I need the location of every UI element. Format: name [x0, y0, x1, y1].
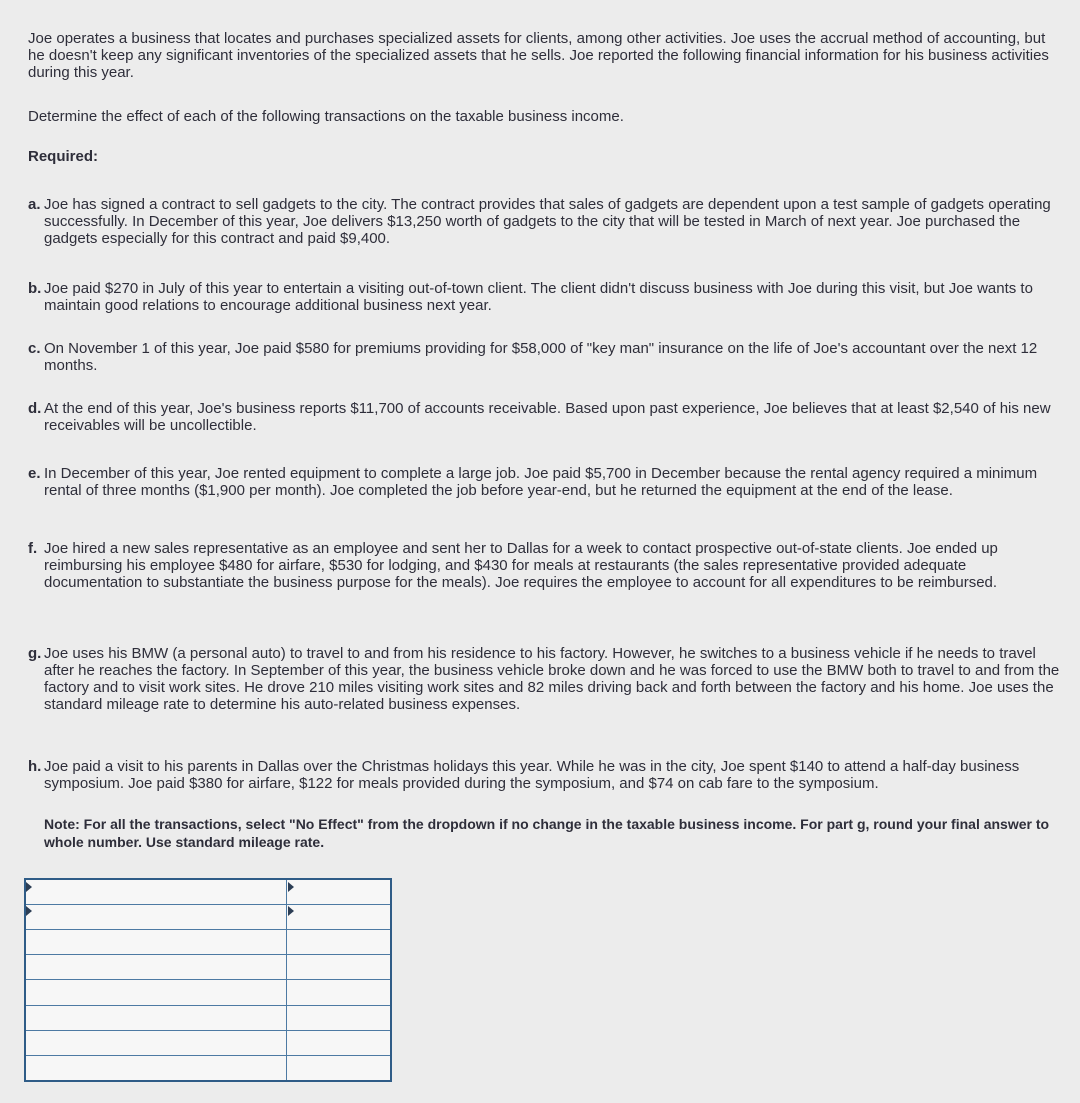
- amount-input[interactable]: [286, 905, 391, 930]
- required-label: Required:: [28, 148, 99, 165]
- item-text: In December of this year, Joe rented equipment to complete a large job. Joe paid $5,700 in December because the rental agency required a minimum rental of three months ($1,900 per month). Joe completed the job before year-end, but he returned the equipment at the end of the lease.: [44, 465, 1038, 499]
- table-row: [25, 980, 391, 1005]
- item-letter: b.: [28, 280, 42, 297]
- amount-input[interactable]: [286, 930, 391, 955]
- item-text: Joe paid a visit to his parents in Dallas over the Christmas holidays this year. While he was in the city, Joe spent $140 to attend a half-day business symposium. Joe paid $380 for airfare, $122 for meals provided during the symposium, and $74 on cab fare to the symposium.: [44, 758, 1020, 792]
- dropdown-caret-icon: [26, 882, 32, 892]
- effect-dropdown[interactable]: [25, 980, 286, 1005]
- item-text: At the end of this year, Joe's business reports $11,700 of accounts receivable. Based upon past experience, Joe believes that at least $2,540 of his new receivables will be uncollectible.: [44, 400, 1051, 434]
- amount-input[interactable]: [286, 1005, 391, 1030]
- table-row: [25, 879, 391, 905]
- item-letter: e.: [28, 465, 41, 482]
- effect-dropdown[interactable]: [25, 905, 286, 930]
- item-f: [28, 540, 1063, 591]
- table-row: [25, 1005, 391, 1030]
- dropdown-caret-icon: [288, 882, 294, 892]
- amount-input[interactable]: [286, 1030, 391, 1055]
- item-text: Joe uses his BMW (a personal auto) to travel to and from his residence to his factory. However, he switches to a business vehicle if he needs to travel after he reaches the factory. In September of this year, the business vehicle broke down and he was forced to use the BMW both to travel to and from the factory and to visit work sites. He drove 210 miles visiting work sites and 82 miles driving back and forth between the factory and his home. Joe uses the standard mileage rate to determine his auto-related business expenses.: [44, 645, 1060, 713]
- item-letter: g.: [28, 645, 42, 662]
- item-letter: a.: [28, 196, 41, 213]
- effect-dropdown[interactable]: [25, 1055, 286, 1081]
- item-d: [28, 400, 1063, 434]
- effect-dropdown[interactable]: [25, 955, 286, 980]
- item-a: [28, 196, 1063, 247]
- amount-input[interactable]: [286, 1055, 391, 1081]
- item-letter: h.: [28, 758, 42, 775]
- item-letter: d.: [28, 400, 42, 417]
- effect-dropdown[interactable]: [25, 879, 286, 905]
- effect-dropdown[interactable]: [25, 1005, 286, 1030]
- note-text: Note: For all the transactions, select "No Effect" from the dropdown if no change in the taxable business income. For part g, round your final answer to whole number. Use standard mileage rate.: [44, 816, 1050, 850]
- effect-dropdown[interactable]: [25, 930, 286, 955]
- amount-input[interactable]: [286, 980, 391, 1005]
- table-row: [25, 1030, 391, 1055]
- table-row: [25, 1055, 391, 1081]
- item-b: [28, 280, 1063, 314]
- item-c: [28, 340, 1063, 374]
- item-text: Joe has signed a contract to sell gadgets to the city. The contract provides that sales of gadgets are dependent upon a test sample of gadgets operating successfully. In December of this year, Joe delivers $13,250 worth of gadgets to the city that will be tested in March of next year. Joe purchased the gadgets especially for this contract and paid $9,400.: [44, 196, 1051, 247]
- item-text: On November 1 of this year, Joe paid $580 for premiums providing for $58,000 of "key man" insurance on the life of Joe's accountant over the next 12 months.: [44, 340, 1038, 374]
- item-g: [28, 645, 1063, 713]
- item-e: [28, 465, 1063, 499]
- amount-input[interactable]: [286, 955, 391, 980]
- item-text: Joe paid $270 in July of this year to entertain a visiting out-of-town client. The client didn't discuss business with Joe during this visit, but Joe wants to maintain good relations to encourage additional business next year.: [44, 280, 1033, 314]
- item-letter: f.: [28, 540, 38, 557]
- item-text: Joe hired a new sales representative as an employee and sent her to Dallas for a week to contact prospective out-of-state clients. Joe ended up reimbursing his employee $480 for airfare, $530 for lodging, and $430 for meals at restaurants (the sales representative provided adequate documentation to substantiate the business purpose for the meals). Joe requires the employee to account for all expenditures to be reimbursed.: [44, 540, 998, 591]
- amount-input[interactable]: [286, 879, 391, 905]
- item-h: [28, 758, 1063, 792]
- instruction-text: Determine the effect of each of the following transactions on the taxable business income.: [28, 108, 624, 125]
- effect-dropdown[interactable]: [25, 1030, 286, 1055]
- answer-table: [24, 878, 392, 1082]
- dropdown-caret-icon: [288, 906, 294, 916]
- table-row: [25, 905, 391, 930]
- dropdown-caret-icon: [26, 906, 32, 916]
- intro-paragraph: Joe operates a business that locates and purchases specialized assets for clients, among other activities. Joe uses the accrual method of accounting, but he doesn't keep any significant inventories of the specialized assets that he sells. Joe reported the following financial information for his business activities during this year.: [28, 30, 1049, 81]
- item-letter: c.: [28, 340, 41, 357]
- table-row: [25, 955, 391, 980]
- table-row: [25, 930, 391, 955]
